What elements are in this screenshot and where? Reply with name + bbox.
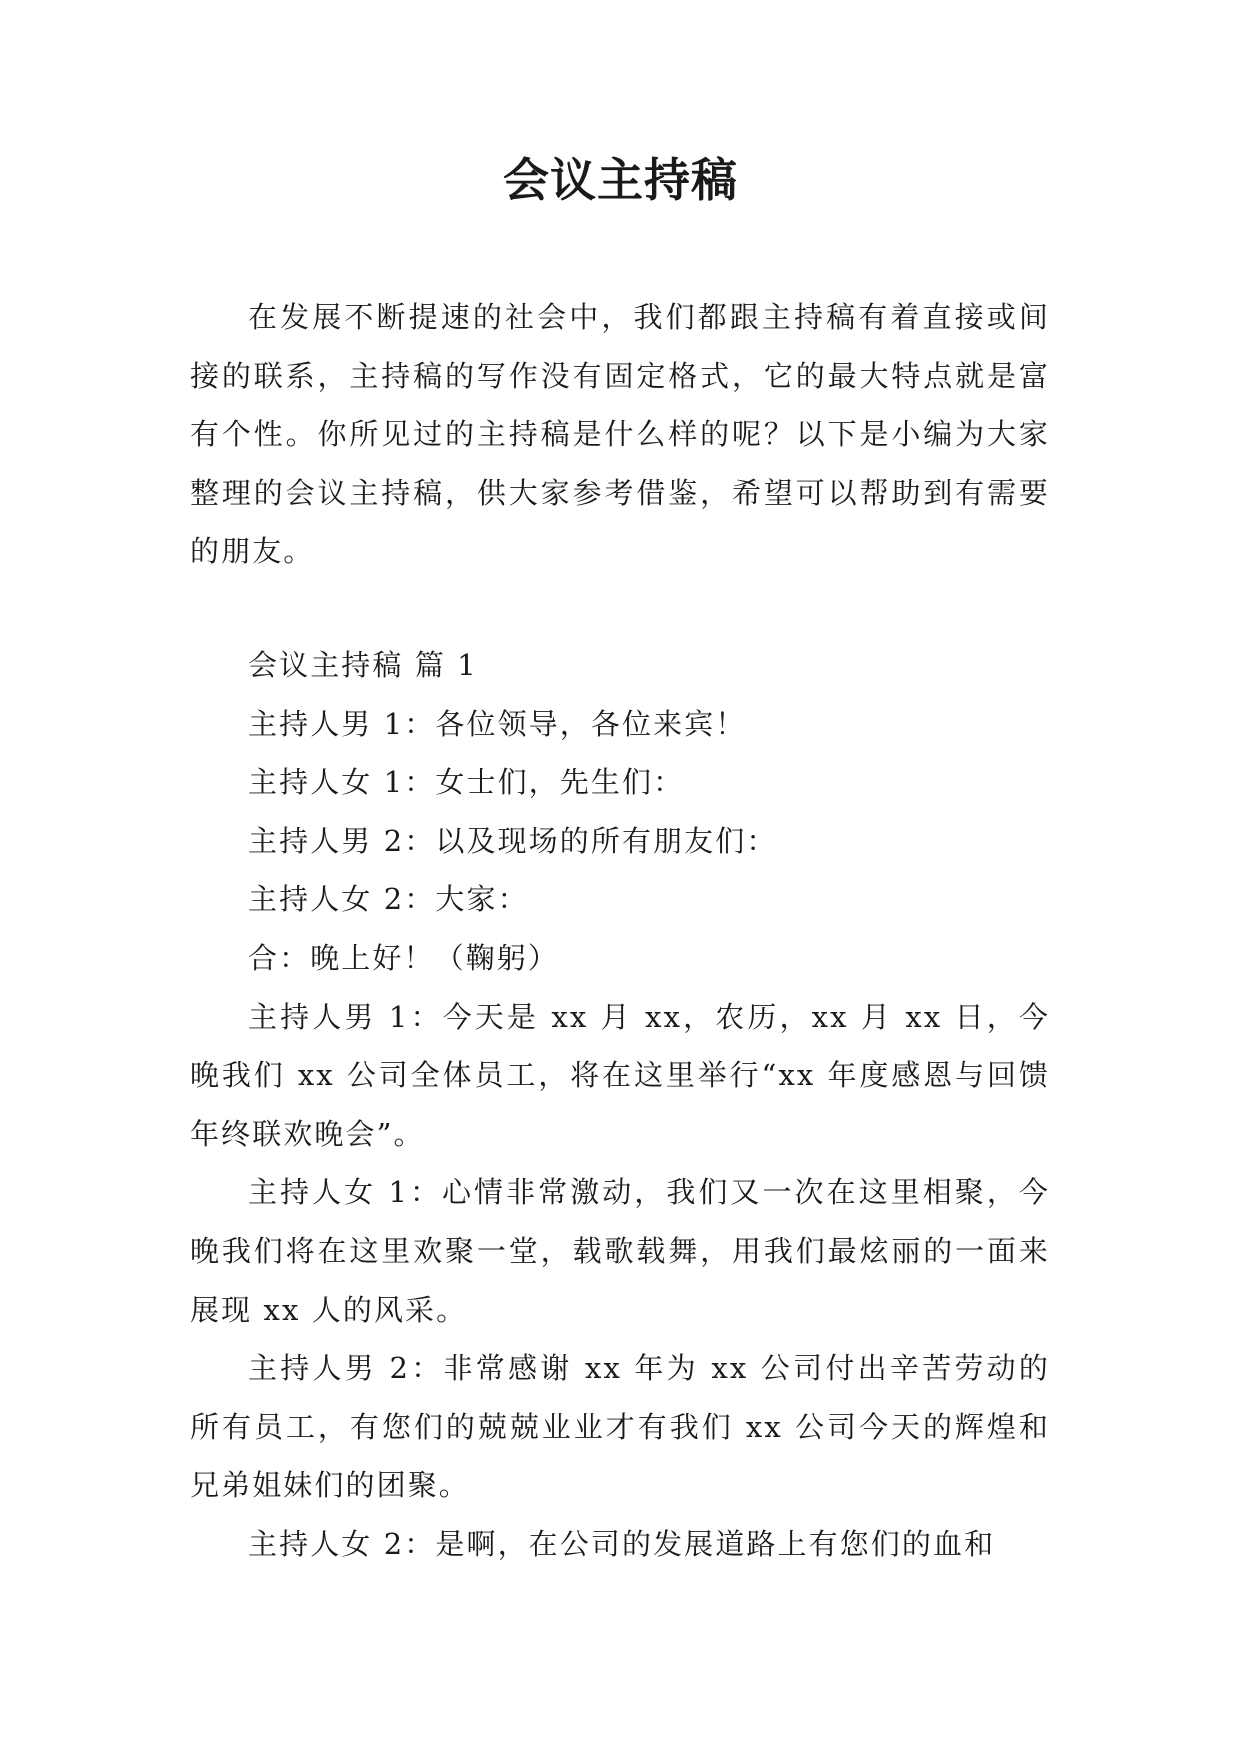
content-section xyxy=(190,636,1050,1574)
document-title: 会议主持稿 xyxy=(503,153,738,207)
dialogue-line: 主持人男 2：以及现场的所有朋友们： xyxy=(248,823,778,858)
dialogue-paragraph: 主持人男 1：今天是 xx 月 xx，农历，xx 月 xx 日，今晚我们 xx 公司全体员工，将在这里举行“xx 年度感恩与回馈年终联欢晚会”。 xyxy=(190,999,1050,1151)
section-heading: 会议主持稿 篇 1 xyxy=(248,648,478,682)
dialogue-paragraph: 主持人女 1：心情非常激动，我们又一次在这里相聚，今晚我们将在这里欢聚一堂，载歌载舞，用我们最炫丽的一面来展现 xx 人的风采。 xyxy=(190,1175,1050,1327)
intro-section xyxy=(190,288,1050,581)
dialogue-line: 主持人女 2：大家： xyxy=(248,882,529,917)
dialogue-paragraph: 主持人男 2：非常感谢 xx 年为 xx 公司付出辛苦劳动的所有员工，有您们的兢兢业业才有我们 xx 公司今天的辉煌和兄弟姐妹们的团聚。 xyxy=(190,1351,1050,1503)
dialogue-line: 合：晚上好！（鞠躬） xyxy=(248,940,560,975)
intro-paragraph: 在发展不断提速的社会中，我们都跟主持稿有着直接或间接的联系，主持稿的写作没有固定格式，它的最大特点就是富有个性。你所见过的主持稿是什么样的呢？以下是小编为大家整理的会议主持稿，供大家参考借鉴，希望可以帮助到有需要的朋友。 xyxy=(190,300,1050,569)
dialogue-line: 主持人男 1：各位领导，各位来宾！ xyxy=(248,706,747,741)
dialogue-paragraph: 主持人女 2：是啊，在公司的发展道路上有您们的血和 xyxy=(248,1526,996,1561)
dialogue-line: 主持人女 1：女士们，先生们： xyxy=(248,765,685,800)
